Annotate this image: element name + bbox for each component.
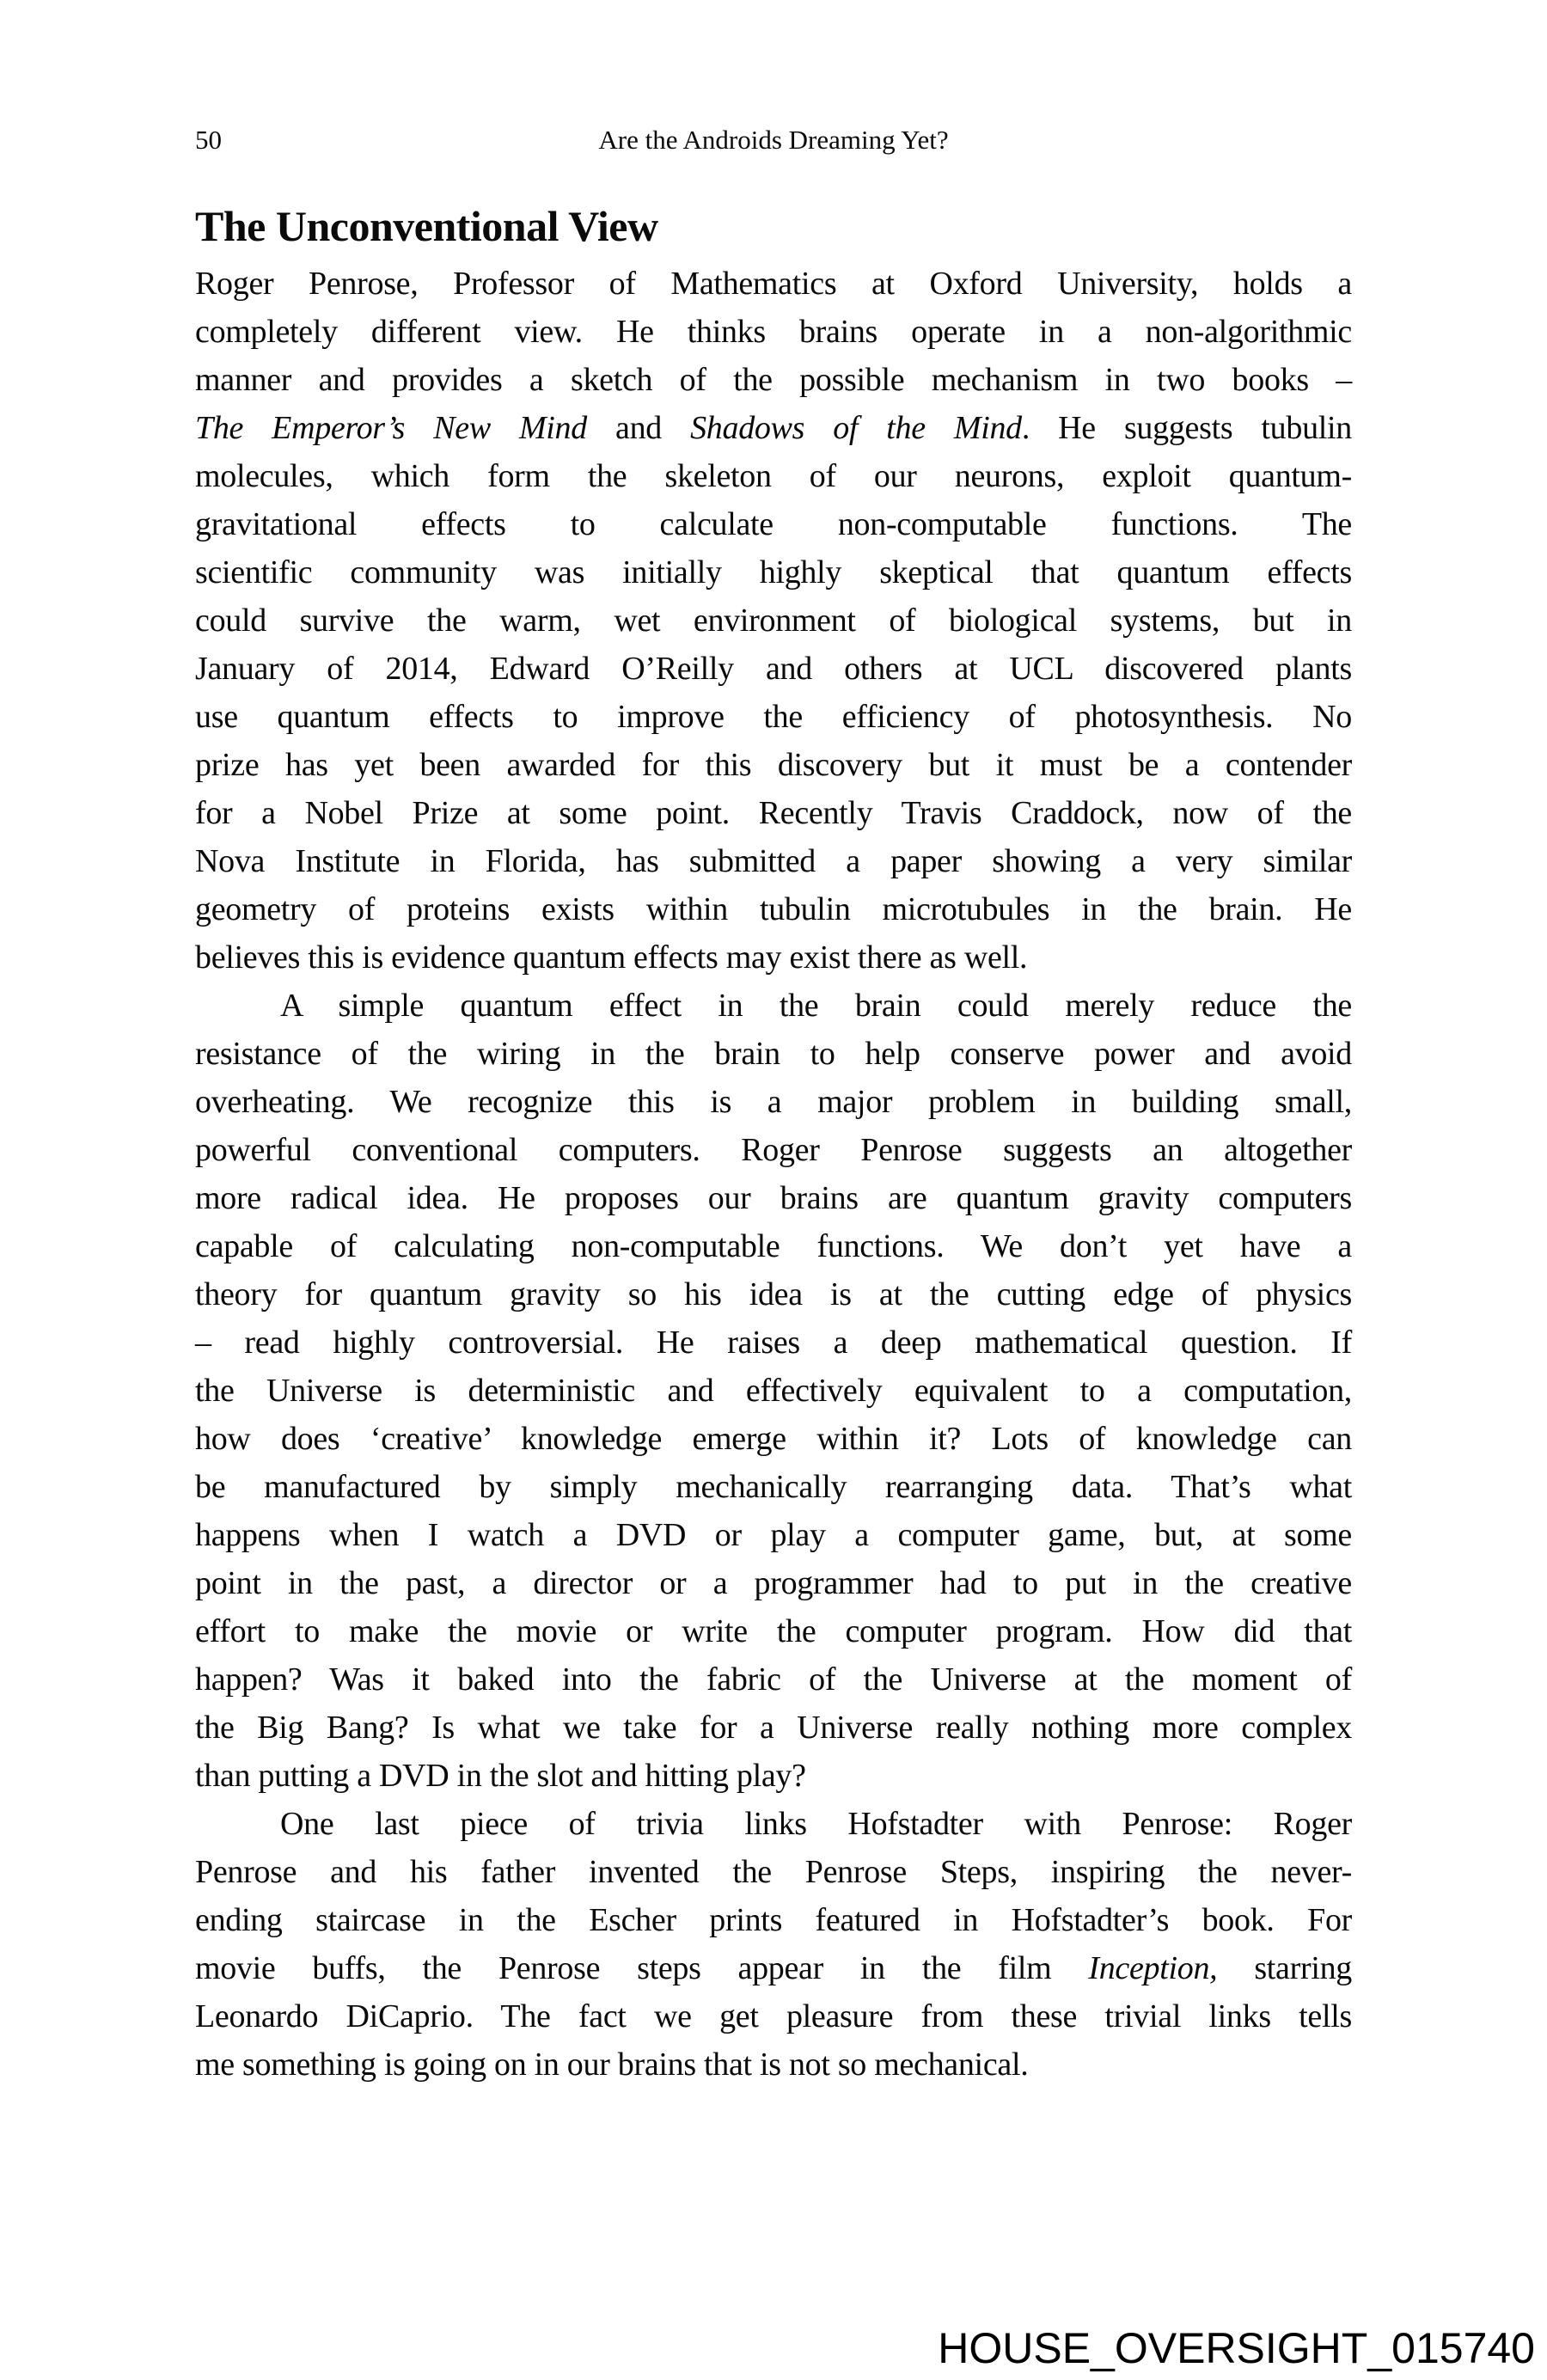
body-line	[195, 1511, 1352, 1559]
body-text-segment: than putting a DVD in the slot and hitting play?	[195, 1758, 806, 1794]
body-text-segment: use quantum effects to improve the efficiency of photosynthesis. No	[195, 699, 1352, 735]
body-line	[195, 1174, 1352, 1222]
section-heading: The Unconventional View	[195, 202, 658, 250]
body-text-segment: gravitational effects to calculate non-computable functions. The	[195, 506, 1352, 542]
body-text-segment: Penrose and his father invented the Penrose Steps, inspiring the never-	[195, 1854, 1352, 1890]
body-line	[195, 452, 1352, 500]
body-text-segment: Leonardo DiCaprio. The fact we get pleasure from these trivial links tells	[195, 1998, 1352, 2034]
body-text-segment: ending staircase in the Escher prints featured in Hofstadter’s book. For	[195, 1902, 1352, 1938]
body-line	[195, 1270, 1352, 1318]
body-text-segment: Nova Institute in Florida, has submitted a paper showing a very similar	[195, 843, 1352, 879]
body-text-segment: happen? Was it baked into the fabric of the Universe at the moment of	[195, 1661, 1352, 1698]
body-line	[195, 1752, 1352, 1800]
body-line	[195, 982, 1352, 1030]
body-text-segment: scientific community was initially highly skeptical that quantum effects	[195, 554, 1352, 590]
body-text-segment: A simple quantum effect in the brain could merely reduce the	[280, 988, 1352, 1024]
italic-text: Inception,	[1088, 1950, 1218, 1986]
body-line	[195, 1367, 1352, 1415]
body-text-segment: more radical idea. He proposes our brains are quantum gravity computers	[195, 1180, 1352, 1216]
body-text-segment: the Universe is deterministic and effectively equivalent to a computation,	[195, 1373, 1352, 1409]
body-line	[195, 1415, 1352, 1463]
page-header	[195, 125, 1352, 160]
body-text-segment: me something is going on in our brains that is not so mechanical.	[195, 2047, 1029, 2083]
body-line	[195, 1318, 1352, 1367]
body-line	[195, 1607, 1352, 1655]
body-line	[195, 404, 1352, 452]
running-title: Are the Androids Dreaming Yet?	[598, 125, 949, 155]
page-number: 50	[195, 125, 222, 155]
body-line	[195, 885, 1352, 933]
body-text-segment: happens when I watch a DVD or play a computer game, but, at some	[195, 1517, 1352, 1553]
body-text-segment: January of 2014, Edward O’Reilly and others at UCL discovered plants	[195, 651, 1352, 687]
body-text-segment: prize has yet been awarded for this discovery but it must be a contender	[195, 747, 1352, 783]
body-line	[195, 837, 1352, 885]
body-text-segment: for a Nobel Prize at some point. Recently Travis Craddock, now of the	[195, 795, 1352, 831]
body-text-segment: geometry of proteins exists within tubulin microtubules in the brain. He	[195, 891, 1352, 927]
body-text-segment: believes this is evidence quantum effects may exist there as well.	[195, 939, 1028, 976]
body-line	[195, 1992, 1352, 2040]
body-text-segment: could survive the warm, wet environment of biological systems, but in	[195, 603, 1352, 639]
body-line	[195, 741, 1352, 789]
body-text-segment: molecules, which form the skeleton of our neurons, exploit quantum-	[195, 458, 1352, 494]
body-text-segment: be manufactured by simply mechanically rearranging data. That’s what	[195, 1469, 1352, 1505]
body-line	[195, 933, 1352, 982]
body-text-segment: overheating. We recognize this is a major problem in building small,	[195, 1084, 1352, 1120]
body-text-segment: completely different view. He thinks brains operate in a non-algorithmic	[195, 314, 1352, 350]
body-line	[195, 597, 1352, 645]
body-line	[195, 548, 1352, 597]
body-line	[195, 1222, 1352, 1270]
body-line	[195, 1704, 1352, 1752]
body-text-segment: point in the past, a director or a programmer had to put in the creative	[195, 1565, 1352, 1601]
body-line	[195, 1944, 1352, 1992]
body-line	[195, 500, 1352, 548]
body-text-segment: and	[586, 410, 691, 446]
body-line	[195, 1896, 1352, 1944]
body-line	[195, 260, 1352, 308]
body-line	[195, 789, 1352, 837]
body-line	[195, 1655, 1352, 1704]
body-line	[195, 2040, 1352, 2089]
body-line	[195, 1463, 1352, 1511]
body-line	[195, 1800, 1352, 1848]
body-text-segment: capable of calculating non-computable functions. We don’t yet have a	[195, 1228, 1352, 1264]
body-text-segment: One last piece of trivia links Hofstadter with Penrose: Roger	[280, 1806, 1352, 1842]
body-text-segment: the Big Bang? Is what we take for a Universe really nothing more complex	[195, 1710, 1352, 1746]
body-text-segment: powerful conventional computers. Roger Penrose suggests an altogether	[195, 1132, 1352, 1168]
body-text-segment: starring	[1217, 1950, 1352, 1986]
body-text-segment: theory for quantum gravity so his idea is at the cutting edge of physics	[195, 1276, 1352, 1312]
body-line	[195, 1559, 1352, 1607]
body-text-segment: . He suggests tubulin	[1021, 410, 1352, 446]
body-line	[195, 1126, 1352, 1174]
body-line	[195, 1078, 1352, 1126]
body-text-segment: resistance of the wiring in the brain to help conserve power and avoid	[195, 1036, 1352, 1072]
body-text-segment: effort to make the movie or write the computer program. How did that	[195, 1613, 1352, 1649]
body-text-segment: – read highly controversial. He raises a deep mathematical question. If	[195, 1325, 1352, 1361]
body-line	[195, 356, 1352, 404]
body-line	[195, 693, 1352, 741]
body-text-segment: how does ‘creative’ knowledge emerge within it? Lots of knowledge can	[195, 1421, 1352, 1457]
body-text-segment: movie buffs, the Penrose steps appear in the film	[195, 1950, 1089, 1986]
body-line	[195, 308, 1352, 356]
body-line	[195, 645, 1352, 693]
body-text-segment: Roger Penrose, Professor of Mathematics at Oxford University, holds a	[195, 266, 1352, 302]
italic-text: Shadows of the Mind	[690, 410, 1022, 446]
italic-text: The Emperor’s New Mind	[195, 410, 587, 446]
body-line	[195, 1848, 1352, 1896]
body-line	[195, 1030, 1352, 1078]
body-text-segment: manner and provides a sketch of the possible mechanism in two books –	[195, 362, 1352, 398]
body-text	[195, 260, 1352, 2089]
watermark-text: HOUSE_OVERSIGHT_015740	[938, 2324, 1535, 2372]
